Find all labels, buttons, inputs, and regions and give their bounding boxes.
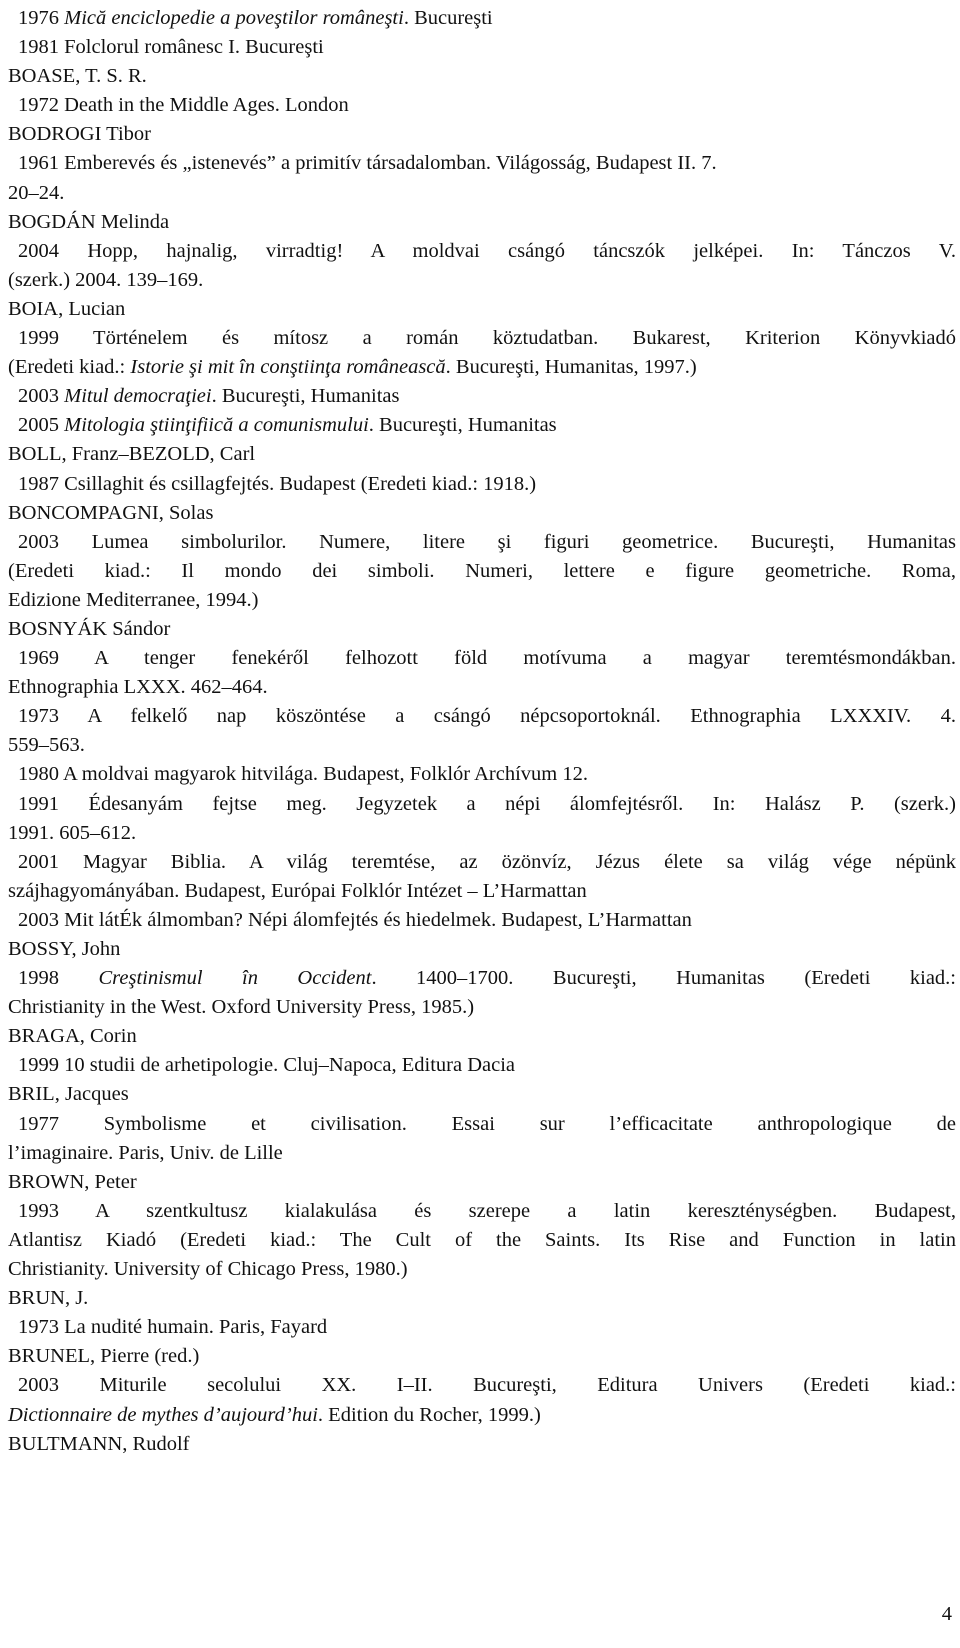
text-run: 2003 Miturile secolului XX. I–II. Bucureşti, Editura Univers (Eredeti kiad.: bbox=[18, 1374, 956, 1397]
text-run: 1969 A tenger fenekéről felhozott föld motívuma a magyar teremtésmondákban. bbox=[18, 647, 956, 670]
text-run: 1980 A moldvai magyarok hitvilága. Budapest, Folklór Archívum 12. bbox=[18, 763, 588, 786]
text-run: (Eredeti kiad.: bbox=[8, 356, 131, 379]
text-run: BRAGA, Corin bbox=[8, 1025, 137, 1048]
text-run: BOLL, Franz–BEZOLD, Carl bbox=[8, 443, 256, 466]
text-run: 1993 A szentkultusz kialakulása és szerepe a latin kereszténységben. Budapest, bbox=[18, 1199, 956, 1222]
text-run: 1998 bbox=[18, 967, 99, 990]
text-run: 20–24. bbox=[8, 181, 65, 204]
bibliography-entry bbox=[8, 470, 956, 499]
text-run: BOIA, Lucian bbox=[8, 297, 126, 320]
text-run: 1981 Folclorul românesc I. Bucureşti bbox=[18, 36, 324, 59]
text-run: 2005 bbox=[18, 414, 65, 437]
italic-title: Mitologia ştiinţifiică a comunismului bbox=[64, 414, 369, 437]
author-heading bbox=[8, 208, 956, 237]
author-heading bbox=[8, 1168, 956, 1197]
text-run: BODROGI Tibor bbox=[8, 123, 151, 146]
italic-title: Mică enciclopedie a poveştilor româneşti bbox=[64, 7, 404, 29]
author-heading bbox=[8, 1080, 956, 1109]
text-run: 2003 Mit látÉk álmomban? Népi álomfejtés és hiedelmek. Budapest, L’Harmattan bbox=[18, 908, 692, 931]
text-run: BRUN, J. bbox=[8, 1287, 89, 1310]
entry-continuation bbox=[8, 819, 956, 848]
text-run: Christianity in the West. Oxford University Press, 1985.) bbox=[8, 996, 475, 1019]
author-heading bbox=[8, 440, 956, 469]
text-run: (szerk.) 2004. 139–169. bbox=[8, 268, 204, 291]
author-heading bbox=[8, 1284, 956, 1313]
text-run: . Bucureşti, Humanitas, 1997.) bbox=[445, 356, 697, 379]
entry-continuation bbox=[8, 266, 956, 295]
italic-title: Mitul democraţiei bbox=[64, 385, 212, 408]
entry-continuation bbox=[8, 557, 956, 586]
bibliography-entry bbox=[8, 1371, 956, 1400]
bibliography-entry bbox=[8, 906, 956, 935]
text-run: Edizione Mediterranee, 1994.) bbox=[8, 588, 259, 611]
author-heading bbox=[8, 1430, 956, 1459]
text-run: Atlantisz Kiadó (Eredeti kiad.: The Cult of the Saints. Its Rise and Function in latin bbox=[8, 1228, 956, 1251]
text-run: . Bucureşti, Humanitas bbox=[211, 385, 400, 408]
author-heading bbox=[8, 62, 956, 91]
entry-continuation bbox=[8, 673, 956, 702]
text-run: szájhagyományában. Budapest, Európai Folklór Intézet – L’Harmattan bbox=[8, 879, 587, 902]
text-run: 1987 Csillaghit és csillagfejtés. Budapest (Eredeti kiad.: 1918.) bbox=[18, 472, 537, 495]
page-number: 4 bbox=[941, 1603, 952, 1625]
text-run: 2004 Hopp, hajnalig, virradtig! A moldvai csángó táncszók jelképei. In: Tánczos V. bbox=[18, 239, 956, 262]
text-run: BOSSY, John bbox=[8, 938, 121, 960]
entry-continuation bbox=[8, 1255, 956, 1284]
author-heading bbox=[8, 615, 956, 644]
text-run: . Bucureşti bbox=[403, 7, 493, 29]
text-run: BULTMANN, Rudolf bbox=[8, 1432, 190, 1455]
text-run: BOSNYÁK Sándor bbox=[8, 617, 171, 640]
author-heading bbox=[8, 1022, 956, 1051]
text-run: 1961 Emberevés és „istenevés” a primitív társadalomban. Világosság, Budapest II. 7. bbox=[18, 152, 717, 175]
bibliography-entry bbox=[8, 644, 956, 673]
bibliography-entry bbox=[8, 848, 956, 877]
text-run: 2003 bbox=[18, 385, 65, 408]
text-run: 1973 La nudité humain. Paris, Fayard bbox=[18, 1316, 328, 1339]
bibliography-entry bbox=[8, 1051, 956, 1080]
text-run: (Eredeti kiad.: Il mondo dei simboli. Numeri, lettere e figure geometriche. Roma, bbox=[8, 559, 956, 582]
bibliography-entry bbox=[8, 411, 956, 440]
bibliography-entry bbox=[8, 149, 956, 178]
bibliography-page bbox=[8, 4, 956, 1459]
bibliography-entry bbox=[8, 1313, 956, 1342]
bibliography-entry bbox=[8, 382, 956, 411]
italic-title: Istorie şi mit în conştiinţa românească bbox=[130, 356, 446, 379]
text-run: . Edition du Rocher, 1999.) bbox=[317, 1403, 541, 1426]
bibliography-entry bbox=[8, 1197, 956, 1226]
bibliography-entry bbox=[8, 324, 956, 353]
entry-continuation bbox=[8, 731, 956, 760]
entry-continuation bbox=[8, 993, 956, 1022]
text-run: 1999 Történelem és mítosz a román köztudatban. Bukarest, Kriterion Könyvkiadó bbox=[18, 327, 956, 350]
bibliography-entry bbox=[8, 4, 956, 33]
entry-continuation bbox=[8, 179, 956, 208]
text-run: . Bucureşti, Humanitas bbox=[368, 414, 557, 437]
bibliography-entry bbox=[8, 237, 956, 266]
author-heading bbox=[8, 935, 956, 964]
bibliography-entry bbox=[8, 91, 956, 120]
bibliography-entry bbox=[8, 1110, 956, 1139]
entry-continuation bbox=[8, 1401, 956, 1430]
text-run: Ethnographia LXXX. 462–464. bbox=[8, 676, 268, 699]
text-run: 559–563. bbox=[8, 734, 85, 757]
bibliography-entry bbox=[8, 702, 956, 731]
text-run: Christianity. University of Chicago Press, 1980.) bbox=[8, 1258, 408, 1281]
text-run: 1972 Death in the Middle Ages. London bbox=[18, 94, 349, 117]
text-run: . 1400–1700. Bucureşti, Humanitas (Eredeti kiad.: bbox=[371, 967, 956, 990]
author-heading bbox=[8, 295, 956, 324]
author-heading bbox=[8, 499, 956, 528]
text-run: 1991. 605–612. bbox=[8, 821, 137, 844]
bibliography-entry bbox=[8, 760, 956, 789]
italic-title: Creştinismul în Occident bbox=[98, 967, 372, 990]
entry-continuation bbox=[8, 1139, 956, 1168]
bibliography-entry bbox=[8, 964, 956, 993]
author-heading bbox=[8, 1342, 956, 1371]
text-run: 1999 10 studii de arhetipologie. Cluj–Napoca, Editura Dacia bbox=[18, 1054, 515, 1077]
text-run: BRIL, Jacques bbox=[8, 1083, 129, 1106]
text-run: BRUNEL, Pierre (red.) bbox=[8, 1345, 200, 1368]
text-run: 2003 Lumea simbolurilor. Numere, litere şi figuri geometrice. Bucureşti, Humanitas bbox=[18, 530, 956, 553]
entry-continuation bbox=[8, 353, 956, 382]
entry-continuation bbox=[8, 877, 956, 906]
text-run: BOGDÁN Melinda bbox=[8, 210, 170, 233]
text-run: BONCOMPAGNI, Solas bbox=[8, 501, 214, 524]
bibliography-entry bbox=[8, 528, 956, 557]
bibliography-entry bbox=[8, 790, 956, 819]
author-heading bbox=[8, 120, 956, 149]
entry-continuation bbox=[8, 1226, 956, 1255]
text-run: 1973 A felkelő nap köszöntése a csángó népcsoportoknál. Ethnographia LXXXIV. 4. bbox=[18, 705, 956, 728]
bibliography-entry bbox=[8, 33, 956, 62]
text-run: BOASE, T. S. R. bbox=[8, 65, 147, 88]
entry-continuation bbox=[8, 586, 956, 615]
text-run: l’imaginaire. Paris, Univ. de Lille bbox=[8, 1141, 283, 1164]
text-run: 2001 Magyar Biblia. A világ teremtése, az özönvíz, Jézus élete sa világ vége népünk bbox=[18, 850, 956, 873]
italic-title: Dictionnaire de mythes d’aujourd’hui bbox=[8, 1403, 318, 1426]
text-run: 1977 Symbolisme et civilisation. Essai sur l’efficacitate anthropologique de bbox=[18, 1112, 956, 1135]
text-run: BROWN, Peter bbox=[8, 1170, 137, 1193]
text-run: 1976 bbox=[18, 7, 65, 29]
text-run: 1991 Édesanyám fejtse meg. Jegyzetek a népi álomfejtésről. In: Halász P. (szerk.) bbox=[18, 792, 956, 815]
